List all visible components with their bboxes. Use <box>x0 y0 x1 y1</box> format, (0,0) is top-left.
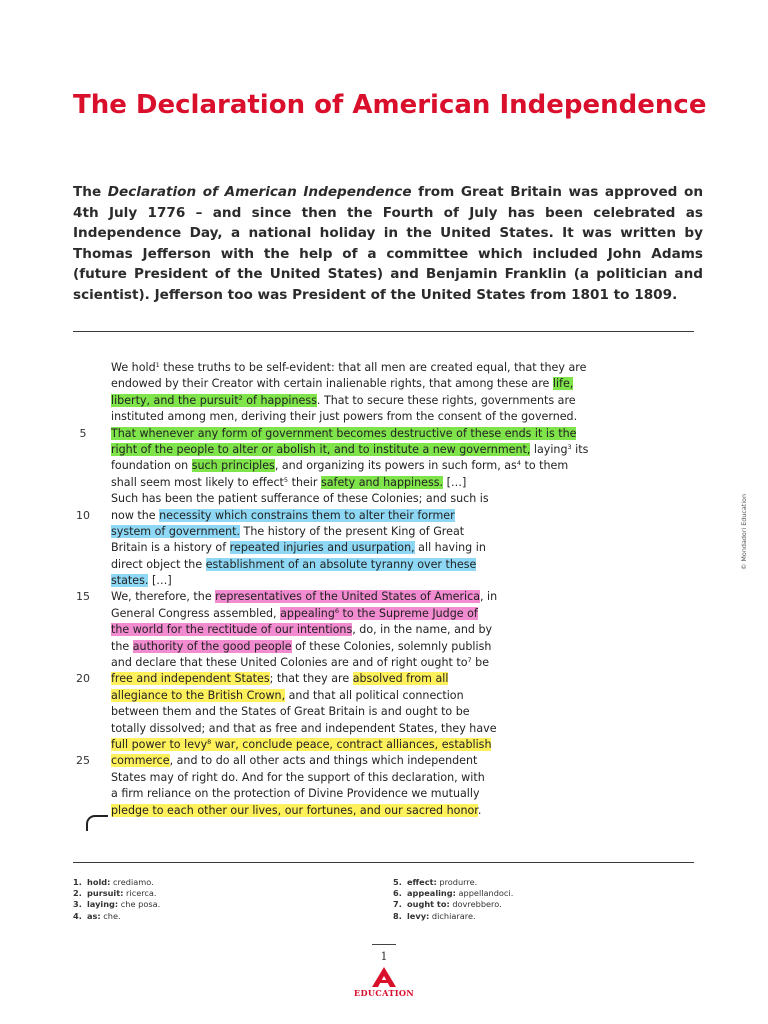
publisher-logo-icon <box>369 966 399 988</box>
side-credit: © Mondadori Education <box>740 493 748 570</box>
highlight-green: life, <box>552 377 574 391</box>
glossary-number: 2. <box>73 888 82 899</box>
logo-bar <box>377 980 391 983</box>
glossary-column-left <box>73 877 253 922</box>
text-line <box>111 770 611 786</box>
glossary-term: effect: <box>407 877 437 887</box>
footnote-mark: 1 <box>155 361 160 369</box>
text-segment: , in <box>480 590 498 604</box>
highlight-pink <box>280 607 478 620</box>
text-line <box>111 704 611 720</box>
text-line <box>111 540 611 556</box>
intro-body: from Great Britain was approved on 4th July 1776 – and since then the Fourth of July has been celebrated as Independence Day, a national holiday in the United States. It was written by Thomas Jefferson with the help of a committee which included John Adams (future President of the United States) and Benjamin Franklin (a politician and scientist). Jefferson too was President of the United States from 1801 to 1809. <box>73 184 703 303</box>
text-segment: and that all political connection <box>285 688 464 702</box>
highlight-yellow: absolved from all <box>352 672 449 686</box>
line-number: 25 <box>76 754 90 768</box>
text-line <box>76 671 611 687</box>
text-line <box>111 557 611 573</box>
text-segment: their <box>288 475 321 489</box>
text-segment: General Congress assembled, <box>111 606 281 620</box>
glossary-item <box>393 899 573 910</box>
text-segment: be <box>471 656 490 670</box>
line-number: 15 <box>76 590 90 604</box>
text-line <box>111 786 611 802</box>
highlight-yellow: commerce <box>111 754 170 768</box>
footnote-mark: 5 <box>283 475 289 484</box>
text-line <box>111 639 611 655</box>
glossary-term: ought to: <box>407 899 450 910</box>
highlight-green: right of the people to alter or abolish it, and to institute a new government, <box>111 442 531 456</box>
text-segment: now the <box>111 508 160 522</box>
highlight-blue: system of government. <box>111 524 241 538</box>
glossary-item <box>393 888 573 899</box>
glossary-item <box>73 899 253 910</box>
highlight-blue: states. <box>111 574 149 588</box>
glossary-term: as: <box>87 910 101 921</box>
text-segment: these truths to be self-evident: that all men are created equal, that they are <box>159 361 587 374</box>
glossary-term: laying: <box>87 899 119 910</box>
highlight-yellow: pledge to each other our lives, our fortunes, and our sacred honor <box>111 803 478 817</box>
text-line <box>111 393 611 409</box>
text-line <box>111 737 611 753</box>
text-segment: of happiness <box>242 393 317 407</box>
glossary-term: pursuit: <box>87 888 124 899</box>
text-line <box>79 426 611 442</box>
glossary-number: 8. <box>393 910 402 921</box>
text-segment: laying <box>530 442 568 456</box>
line-number: 10 <box>76 508 90 522</box>
text-segment: and declare that these United Colonies are and of right ought to <box>111 656 468 670</box>
highlight-yellow: free and independent States <box>111 672 270 686</box>
text-line <box>111 803 611 819</box>
text-line <box>76 508 611 524</box>
highlight-yellow <box>111 738 491 751</box>
text-segment: Such has been the patient sufferance of these Colonies; and such is <box>111 492 489 506</box>
text-line <box>111 409 611 425</box>
glossary-item <box>393 911 573 922</box>
highlight-green: safety and happiness. <box>320 475 444 489</box>
glossary-term: appealing: <box>407 888 456 899</box>
text-line <box>111 442 611 458</box>
glossary-number: 3. <box>73 899 82 910</box>
logo-shape <box>372 967 396 987</box>
text-segment: totally dissolved; and that as free and independent States, they have <box>111 721 497 735</box>
text-line <box>111 524 611 540</box>
text-line <box>111 606 611 622</box>
glossary-definition: produrre. <box>439 877 478 887</box>
highlight-pink: representatives of the United States of America <box>215 590 480 604</box>
text-segment: to them <box>520 459 569 473</box>
text-segment: , and to do all other acts and things which independent <box>169 754 478 768</box>
highlight-green: such principles <box>191 459 275 473</box>
intro-document-title: Declaration of American Independence <box>107 184 412 200</box>
glossary-definition: crediamo. <box>113 877 154 887</box>
glossary-definition: dovrebbero. <box>452 899 502 910</box>
text-segment: endowed by their Creator with certain inalienable rights, that among these are <box>111 377 553 391</box>
text-line <box>76 589 611 605</box>
text-segment: , and organizing its powers in such form, as <box>274 459 517 473</box>
text-segment: its <box>571 442 589 456</box>
text-segment: a firm reliance on the protection of Divine Providence we mutually <box>111 787 480 801</box>
text-line <box>111 458 611 474</box>
glossary-definition: che. <box>103 910 121 921</box>
text-segment: ; that they are <box>269 672 353 686</box>
end-bracket-mark <box>86 815 108 831</box>
text-segment: […] <box>443 475 467 489</box>
highlight-green <box>111 394 317 407</box>
text-segment: full power to levy <box>111 737 208 751</box>
glossary-number: 7. <box>393 899 402 910</box>
highlight-blue: establishment of an absolute tyranny over these <box>205 557 477 571</box>
text-line <box>111 475 611 491</box>
text-line <box>111 721 611 737</box>
text-line <box>111 376 611 392</box>
footnote-mark: 4 <box>516 459 521 468</box>
glossary-definition: ricerca. <box>126 888 157 899</box>
glossary-item <box>73 911 253 922</box>
text-segment: We, therefore, the <box>111 590 216 604</box>
text-segment: liberty, and the pursuit <box>111 393 239 407</box>
glossary-number: 1. <box>73 877 82 887</box>
text-segment: war, conclude peace, contract alliances, establish <box>211 737 492 751</box>
glossary-item <box>73 888 253 899</box>
text-segment: shall seem most likely to effect <box>111 475 284 489</box>
text-line <box>111 688 611 704</box>
text-segment: We hold <box>111 361 156 374</box>
glossary-column-right <box>393 877 573 922</box>
line-number: 5 <box>79 426 87 440</box>
glossary-definition: appellandoci. <box>458 888 514 899</box>
line-number: 20 <box>76 672 90 686</box>
glossary-number: 5. <box>393 877 402 887</box>
text-segment: , do, in the name, and by <box>352 623 493 637</box>
text-line <box>111 655 611 671</box>
top-divider <box>73 331 694 332</box>
text-line <box>111 491 611 507</box>
footnote-mark: 3 <box>567 442 572 451</box>
text-segment: foundation on <box>111 459 192 473</box>
highlight-green: That whenever any form of government becomes destructive of these ends it is the <box>111 426 577 440</box>
text-segment: […] <box>148 574 172 588</box>
text-segment: . That to secure these rights, governments are <box>316 393 576 407</box>
text-segment: between them and the States of Great Britain is and ought to be <box>111 705 470 719</box>
glossary-term: hold: <box>87 877 111 887</box>
glossary-definition: dichiarare. <box>431 910 476 921</box>
text-segment: the <box>111 639 133 653</box>
publisher-logo-text: EDUCATION <box>353 988 415 998</box>
text-segment: direct object the <box>111 557 206 571</box>
bottom-divider <box>73 862 694 863</box>
text-segment: appealing <box>280 606 335 620</box>
text-segment: to the Supreme Judge of <box>339 606 478 620</box>
glossary-item <box>393 877 573 888</box>
glossary-item <box>73 877 253 888</box>
highlight-yellow: allegiance to the British Crown, <box>111 688 286 702</box>
highlight-pink: the world for the rectitude of our intentions <box>111 623 353 637</box>
glossary-number: 4. <box>73 910 82 921</box>
highlight-pink: authority of the good people <box>132 639 292 653</box>
glossary-term: levy: <box>407 910 430 921</box>
intro-lead: The <box>73 184 108 200</box>
text-segment: The history of the present King of Great <box>240 524 465 538</box>
text-line <box>111 573 611 589</box>
page-number-rule <box>372 944 396 945</box>
page-number: 1 <box>380 950 388 963</box>
footnote-mark: 6 <box>334 606 340 615</box>
footnote-mark: 2 <box>238 393 243 402</box>
page-title: The Declaration of American Independence <box>73 90 707 120</box>
highlight-blue: necessity which constrains them to alter their former <box>159 508 455 522</box>
footnote-mark: 8 <box>207 737 212 746</box>
text-segment: instituted among men, deriving their just powers from the consent of the governed. <box>111 410 578 424</box>
text-segment: . <box>477 803 482 817</box>
footnote-mark: 7 <box>467 656 472 665</box>
text-segment: Britain is a history of <box>111 541 230 555</box>
text-line <box>76 753 611 769</box>
text-segment: of these Colonies, solemnly publish <box>291 639 492 653</box>
text-segment: States may of right do. And for the support of this declaration, with <box>111 770 485 784</box>
glossary-definition: che posa. <box>120 899 161 910</box>
declaration-excerpt <box>76 360 611 819</box>
text-line <box>111 360 611 376</box>
highlight-blue: repeated injuries and usurpation, <box>229 541 415 555</box>
glossary-number: 6. <box>393 888 402 899</box>
text-segment: all having in <box>414 541 486 555</box>
intro-paragraph <box>73 182 703 305</box>
text-line <box>111 622 611 638</box>
